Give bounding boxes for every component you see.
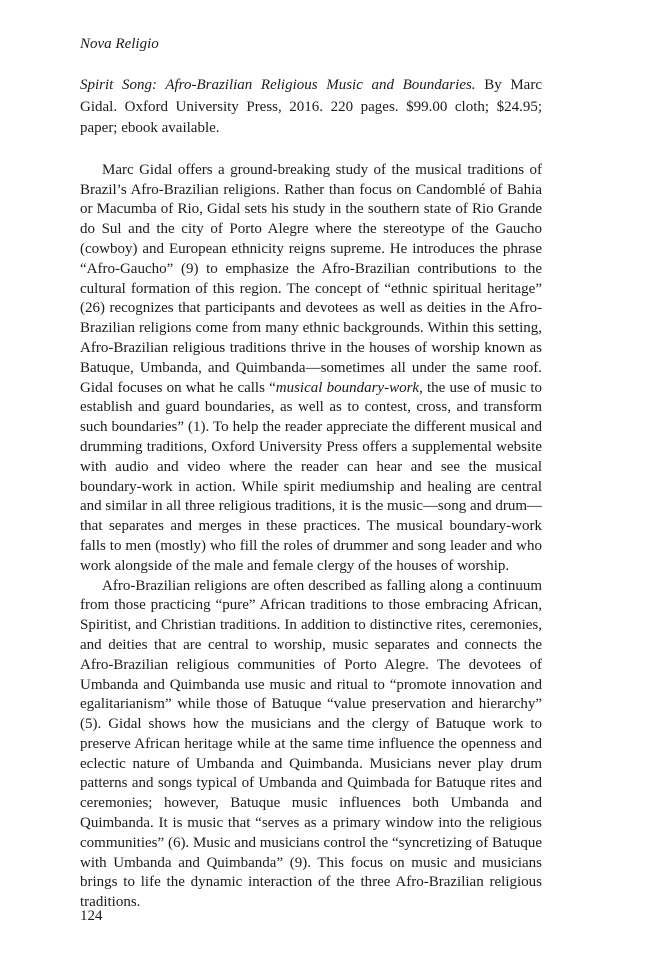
- publication-details: By Marc Gidal. Oxford University Press, 2016. 220 pages. $99.00 cloth; $24.95; paper; ebook available.: [80, 77, 542, 137]
- journal-running-head: Nova Religio: [80, 36, 159, 52]
- page-number: 124: [80, 908, 103, 924]
- book-title: Spirit Song: Afro-Brazilian Religious Music and Boundaries.: [80, 77, 476, 93]
- paragraph-1-emphasis: musical boundary-work,: [275, 379, 423, 396]
- page-content: [80, 34, 542, 913]
- paragraph-1-text-b: the use of music to establish and guard boundaries, as well as to contest, cross, and transform such boundaries” (1). To help the reader appreciate the different musical and drumming traditions, Oxford University Press offers a supplemental website with audio and video where the reader can hear and see the musical boundary-work in action. While spirit mediumship and healing are central and similar in all three religious traditions, it is the music—song and drum—that separates and merges in these practices. The musical boundary-work falls to men (mostly) who fill the roles of drummer and song leader and who work alongside of the male and female clergy of the houses of worship.: [80, 379, 543, 574]
- paragraph-2: Afro-Brazilian religions are often described as falling along a continuum from those practicing “pure” African traditions to those embracing African, Spiritist, and Christian traditions. In addition to distinctive rites, ceremonies, and deities that are central to worship, music separates and connects the Afro-Brazilian religious communities of Porto Alegre. The devotees of Umbanda and Quimbanda use music and ritual to “promote innovation and egalitarianism” while those of Batuque “value preservation and hierarchy” (5). Gidal shows how the musicians and the clergy of Batuque work to preserve African heritage while at the same time influence the openness and eclectic nature of Umbanda and Quimbanda. Musicians never play drum patterns and songs typical of Umbanda and Quimbada for Batuque rites and ceremonies; however, Batuque music influences both Umbanda and Quimbanda. It is music that “serves as a primary window into the religious communities” (6). Music and musicians control the “syncretizing of Batuque with Umbanda and Quimbanda” (9). This focus on music and musicians brings to life the dynamic interaction of the three Afro-Brazilian religious traditions.: [80, 577, 542, 911]
- review-body: [80, 161, 542, 913]
- paragraph-1: [80, 161, 542, 577]
- paragraph-1-text-a: Marc Gidal offers a ground-breaking study of the musical traditions of Brazil’s Afro-Brazilian religions. Rather than focus on Candomblé of Bahia or Macumba of Rio, Gidal sets his study in the southern state of Rio Grande do Sul and the city of Porto Alegre where the stereotype of the Gaucho (cowboy) and European ethnicity reigns supreme. He introduces the phrase “Afro-Gaucho” (9) to emphasize the Afro-Brazilian contributions to the cultural formation of this region. The concept of “ethnic spiritual heritage” (26) recognizes that participants and devotees as well as deities in the Afro-Brazilian religions come from many ethnic backgrounds. Within this setting, Afro-Brazilian religious traditions thrive in the houses of worship known as Batuque, Umbanda, and Quimbanda—sometimes all under the same roof. Gidal focuses on what he calls “: [80, 161, 542, 396]
- book-citation: [80, 75, 542, 140]
